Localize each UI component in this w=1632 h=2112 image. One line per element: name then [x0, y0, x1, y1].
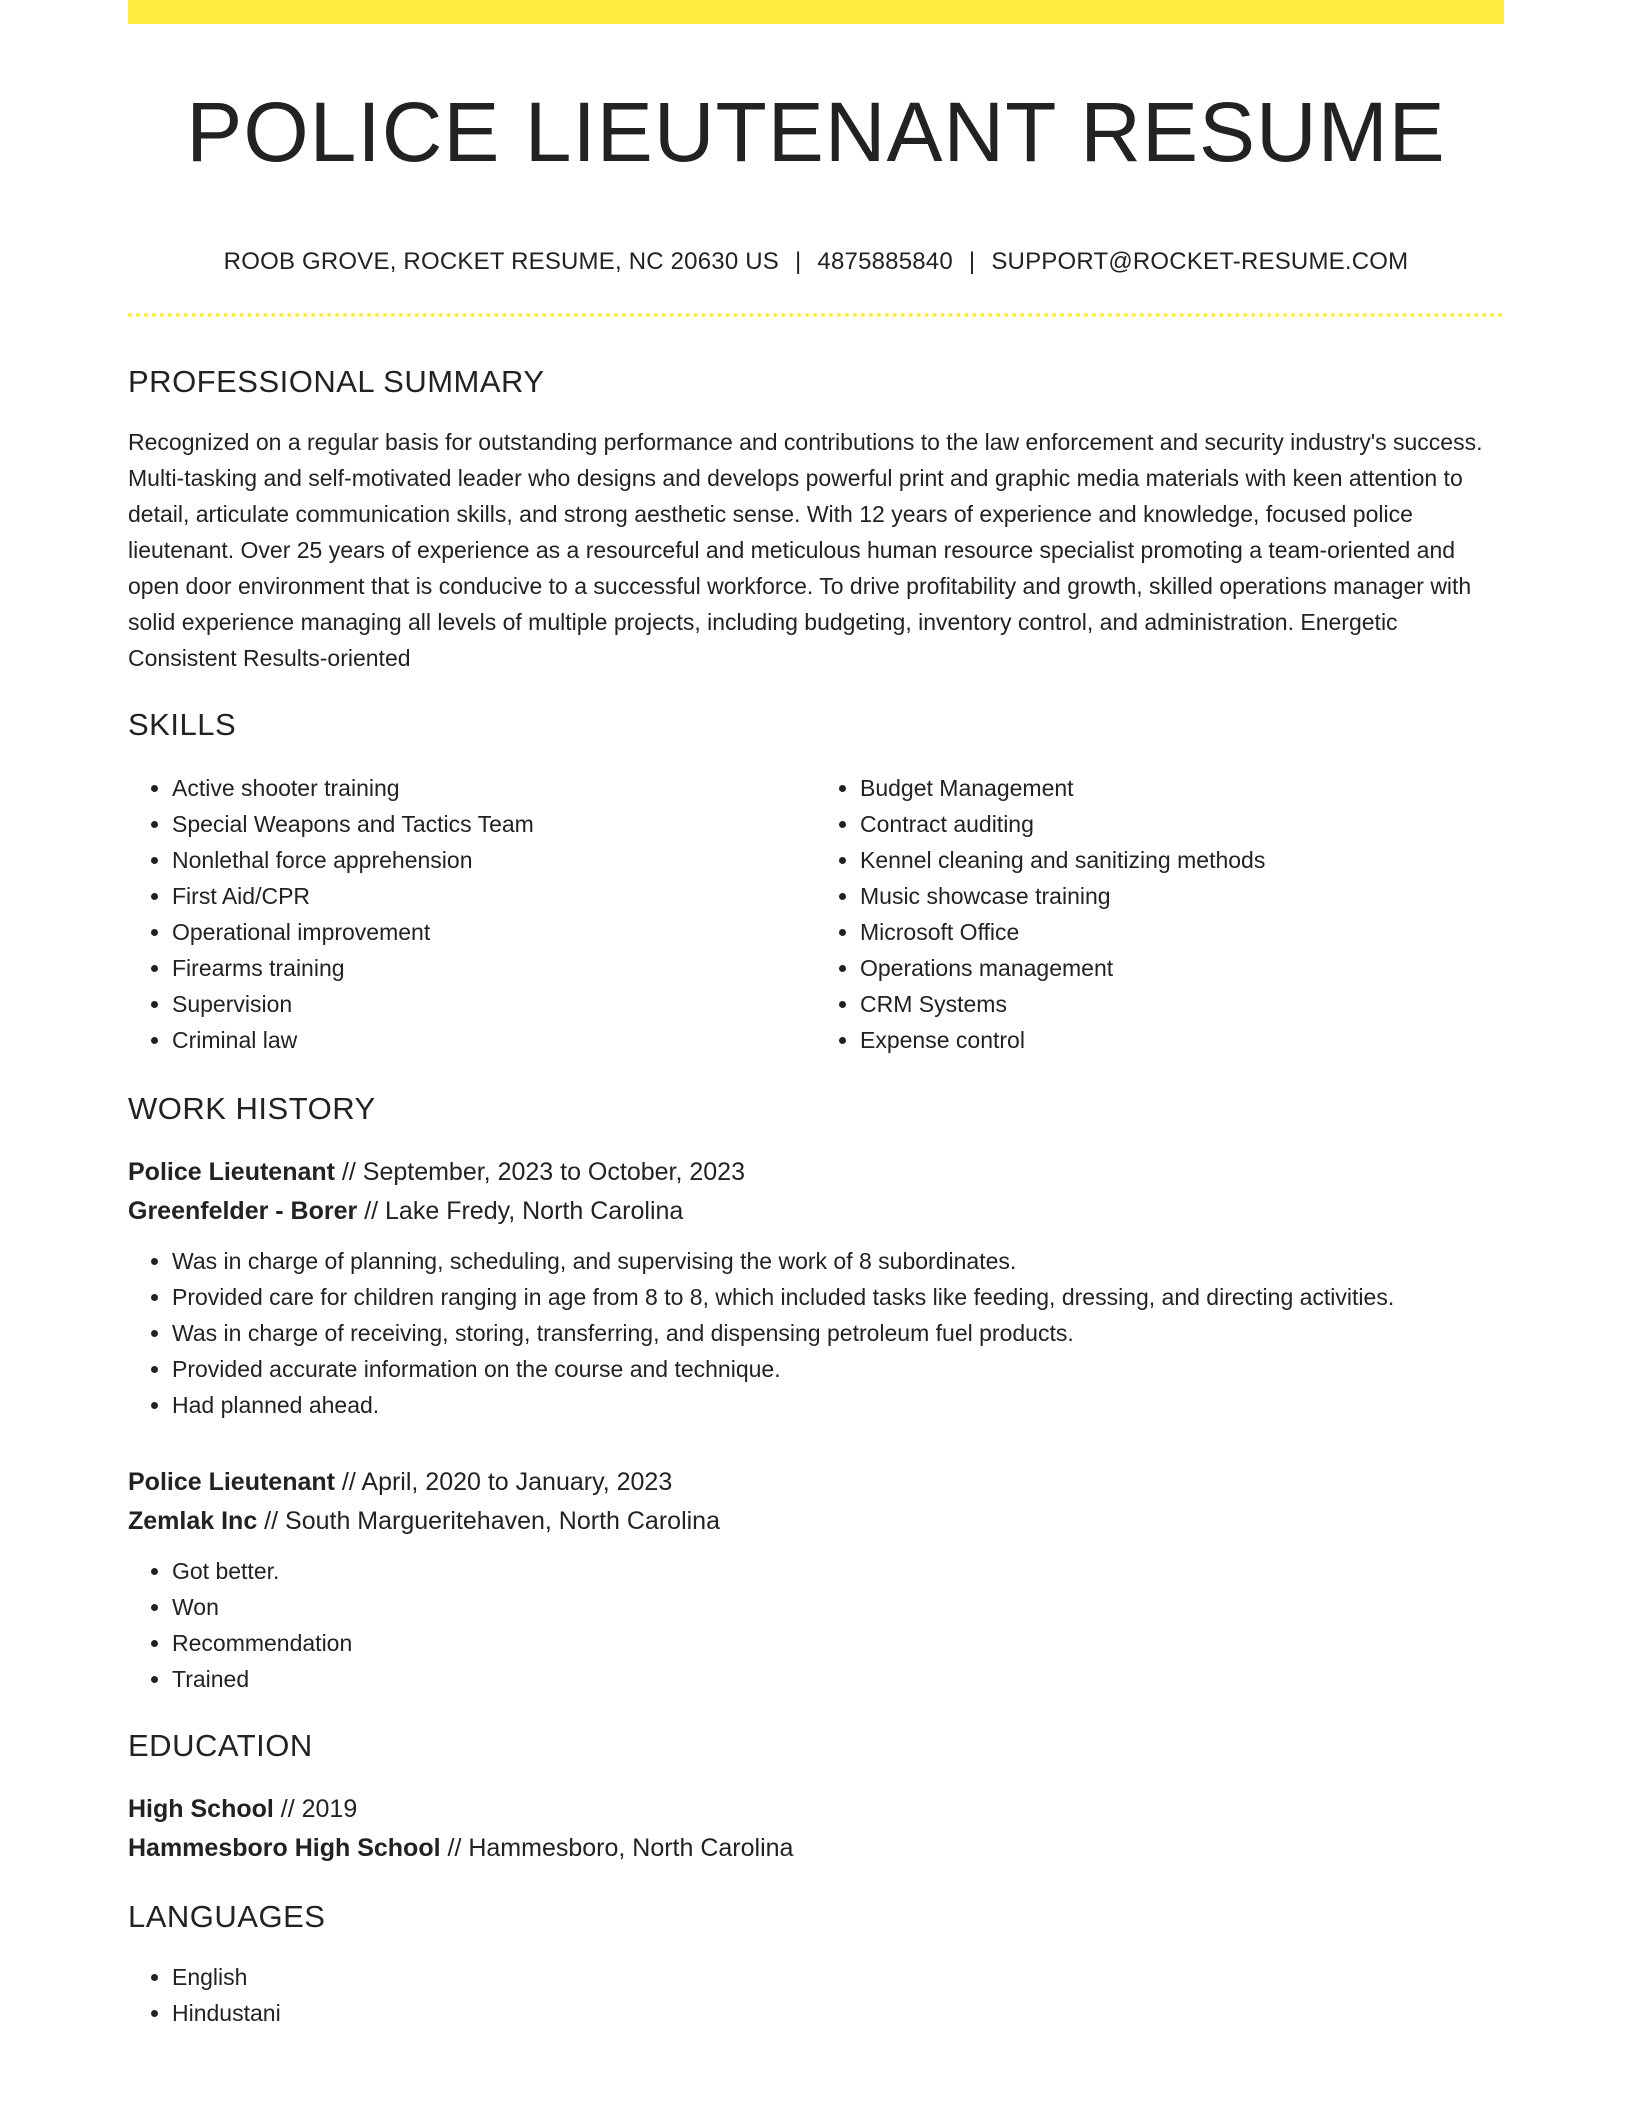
job-title-line: [128, 1463, 1504, 1502]
contact-phone: 4875885840: [817, 248, 953, 276]
job-bullet: • Recommendation: [172, 1625, 1504, 1661]
education-degree: High School: [128, 1794, 274, 1823]
contact-separator: |: [794, 248, 802, 276]
job-title: Police Lieutenant: [128, 1467, 335, 1496]
job-title-line: [128, 1153, 1504, 1192]
language-item: • Hindustani: [172, 1995, 1504, 2031]
job-bullets: [128, 1243, 1504, 1423]
education-heading: EDUCATION: [128, 1727, 313, 1763]
skills-columns: [128, 770, 1504, 1058]
job-bullet: • Got better.: [172, 1553, 1504, 1589]
job-bullet: • Had planned ahead.: [172, 1387, 1504, 1423]
job-dates: // September, 2023 to October, 2023: [334, 1157, 745, 1186]
skill-item: • Operations management: [860, 950, 1504, 986]
education-degree-line: [128, 1790, 1504, 1829]
job-dates: // April, 2020 to January, 2023: [334, 1467, 673, 1496]
education-school: Hammesboro High School: [128, 1833, 441, 1862]
job-location: // South Margueritehaven, North Carolina: [257, 1506, 720, 1535]
job-company-line: [128, 1502, 1504, 1541]
resume-page: [128, 0, 1504, 2031]
job-bullet: • Won: [172, 1589, 1504, 1625]
job-bullet: • Trained: [172, 1661, 1504, 1697]
skill-item: • Budget Management: [860, 770, 1504, 806]
job-bullets: [128, 1553, 1504, 1697]
accent-top-bar: [128, 0, 1504, 24]
summary-heading: PROFESSIONAL SUMMARY: [128, 364, 545, 400]
skill-item: • Firearms training: [172, 950, 816, 986]
language-item: • English: [172, 1959, 1504, 1995]
skill-item: • Active shooter training: [172, 770, 816, 806]
skills-list-right: [816, 770, 1504, 1058]
skill-item: • Criminal law: [172, 1022, 816, 1058]
skill-item: • Operational improvement: [172, 914, 816, 950]
summary-text: Recognized on a regular basis for outstanding performance and contributions to the law enforcement and security industry's success. Multi-tasking and self-motivated leader who designs and develops powerful print and graphic media materials with keen attention to detail, articulate communication skills, and strong aesthetic sense. With 12 years of experience and knowledge, focused police lieutenant. Over 25 years of experience as a resourceful and meticulous human resource specialist promoting a team-oriented and open door environment that is conducive to a successful workforce. To drive profitability and growth, skilled operations manager with solid experience managing all levels of multiple projects, including budgeting, inventory control, and administration. Energetic Consistent Results-oriented: [128, 429, 1483, 672]
job-bullet: • Provided care for children ranging in age from 8 to 8, which included tasks like feeding, dressing, and directing activities.: [172, 1279, 1504, 1315]
skill-item: • Expense control: [860, 1022, 1504, 1058]
job-bullet: • Provided accurate information on the course and technique.: [172, 1351, 1504, 1387]
skill-item: • First Aid/CPR: [172, 878, 816, 914]
skill-item: • CRM Systems: [860, 986, 1504, 1022]
work-history-heading: WORK HISTORY: [128, 1090, 376, 1126]
skill-item: • Music showcase training: [860, 878, 1504, 914]
education-school-line: [128, 1829, 1504, 1868]
job-title: Police Lieutenant: [128, 1157, 335, 1186]
skill-item: • Contract auditing: [860, 806, 1504, 842]
languages-list: [128, 1959, 1504, 2031]
job-bullet: • Was in charge of planning, scheduling, and supervising the work of 8 subordinates.: [172, 1243, 1504, 1279]
languages-heading: LANGUAGES: [128, 1898, 326, 1934]
contact-email: SUPPORT@ROCKET-RESUME.COM: [991, 248, 1409, 276]
contact-separator: |: [968, 248, 976, 276]
job-bullet: • Was in charge of receiving, storing, transferring, and dispensing petroleum fuel products.: [172, 1315, 1504, 1351]
education-location: // Hammesboro, North Carolina: [440, 1833, 794, 1862]
skill-item: • Microsoft Office: [860, 914, 1504, 950]
dotted-divider: [128, 313, 1504, 317]
job-company: Zemlak Inc: [128, 1506, 258, 1535]
job-company: Greenfelder - Borer: [128, 1196, 358, 1225]
skill-item: • Kennel cleaning and sanitizing methods: [860, 842, 1504, 878]
job-entry: [128, 1153, 1504, 1231]
education-year: // 2019: [273, 1794, 358, 1823]
job-entry: [128, 1463, 1504, 1541]
resume-title: POLICE LIEUTENANT RESUME: [186, 85, 1446, 179]
skills-list-left: [128, 770, 816, 1058]
job-location: // Lake Fredy, North Carolina: [357, 1196, 684, 1225]
job-company-line: [128, 1192, 1504, 1231]
skills-heading: SKILLS: [128, 707, 237, 743]
skill-item: • Special Weapons and Tactics Team: [172, 806, 816, 842]
skill-item: • Nonlethal force apprehension: [172, 842, 816, 878]
contact-line: [128, 248, 1504, 277]
skill-item: • Supervision: [172, 986, 816, 1022]
contact-address: ROOB GROVE, ROCKET RESUME, NC 20630 US: [223, 248, 779, 276]
education-entry: [128, 1790, 1504, 1868]
